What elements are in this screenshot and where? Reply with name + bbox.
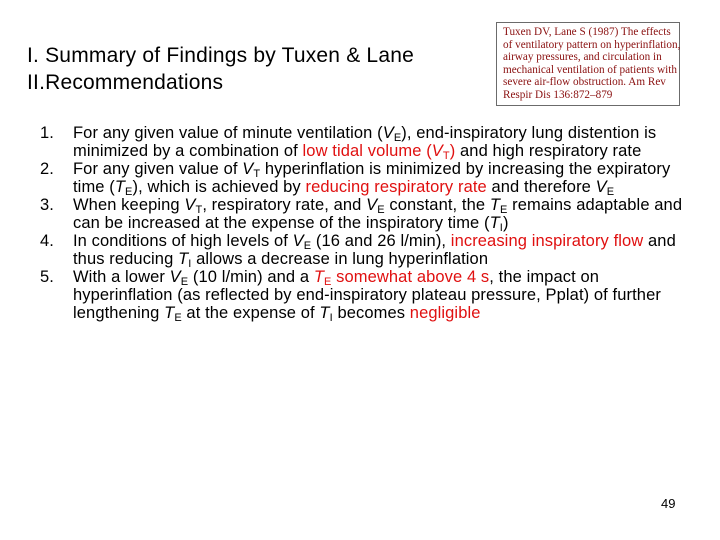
finding-text: [73, 124, 656, 160]
subscript-text: T: [253, 168, 261, 180]
highlighted-text: V: [431, 142, 443, 160]
finding-text-segment: remains adaptable and can be increased at the expense of the inspiratory time (: [73, 196, 683, 232]
subscript-text: E: [125, 186, 133, 198]
finding-number: 5.: [40, 268, 54, 286]
highlighted-text: somewhat above 4 s: [331, 268, 490, 286]
citation-line: airway pressures, and circulation in: [503, 51, 662, 64]
highlighted-text: E: [324, 276, 332, 288]
finding-text-segment: V: [292, 232, 304, 250]
citation-image: [496, 22, 680, 106]
highlighted-text: T: [442, 150, 450, 162]
heading-line-recommendations: II.Recommendations: [27, 71, 224, 94]
highlighted-text: ): [449, 142, 456, 160]
subscript-text: E: [377, 204, 385, 216]
finding-text-segment: V: [169, 268, 181, 286]
finding-item: [40, 124, 690, 160]
finding-text-segment: For any given value of minute ventilation (: [73, 124, 383, 142]
findings-list: [40, 124, 690, 322]
heading-line-summary: I. Summary of Findings by Tuxen & Lane: [27, 44, 414, 67]
finding-item: [40, 160, 690, 196]
citation-line: Respir Dis 136:872–879: [503, 88, 613, 101]
finding-text-segment: V: [595, 178, 607, 196]
finding-text-segment: becomes: [332, 304, 410, 322]
finding-text-segment: T: [319, 304, 330, 322]
finding-item: [40, 268, 690, 322]
subscript-text: E: [180, 276, 189, 288]
finding-text-segment: When keeping: [73, 196, 185, 214]
subscript-text: E: [393, 132, 402, 144]
finding-text-segment: constant, the: [384, 196, 490, 214]
slide-heading: [27, 42, 414, 96]
finding-text: [73, 268, 661, 322]
finding-text-segment: V: [366, 196, 378, 214]
finding-number: 2.: [40, 160, 54, 178]
finding-item: [40, 232, 690, 268]
highlighted-text: negligible: [409, 304, 481, 322]
subscript-text: E: [606, 186, 615, 198]
citation-line: mechanical ventilation of patients with: [503, 63, 677, 76]
highlighted-text: T: [313, 268, 325, 286]
finding-text-segment: and thus reducing: [73, 232, 676, 268]
subscript-text: E: [500, 204, 508, 216]
finding-text-segment: With a lower: [73, 268, 170, 286]
highlighted-text: increasing inspiratory flow: [450, 232, 644, 250]
finding-text-segment: T: [164, 304, 175, 322]
finding-number: 1.: [40, 124, 54, 142]
finding-text: [73, 160, 670, 196]
finding-text-segment: ), end-inspiratory lung distention is minimized by a combination of: [73, 124, 657, 160]
finding-text: [73, 196, 682, 232]
highlighted-text: reducing respiratory rate: [305, 178, 487, 196]
citation-line: of ventilatory pattern on hyperinflation,: [503, 38, 681, 51]
citation-line: Tuxen DV, Lane S (1987) The effects: [503, 26, 671, 38]
subscript-text: I: [499, 222, 503, 234]
finding-text-segment: T: [489, 196, 501, 214]
subscript-text: E: [174, 312, 182, 324]
finding-text: [73, 232, 676, 268]
subscript-text: E: [303, 240, 312, 252]
finding-text-segment: V: [184, 196, 196, 214]
finding-text-segment: , respiratory rate, and: [202, 196, 367, 214]
finding-text-segment: allows a decrease in lung hyperinflation: [191, 250, 489, 268]
finding-item: [40, 196, 690, 232]
finding-text-segment: ): [502, 214, 509, 232]
finding-text-segment: T: [489, 214, 500, 232]
finding-text-segment: and high respiratory rate: [455, 142, 642, 160]
finding-number: 4.: [40, 232, 54, 250]
subscript-text: I: [188, 258, 192, 270]
subscript-text: T: [195, 204, 203, 216]
citation-line: severe air-flow obstruction. Am Rev: [503, 76, 666, 89]
finding-text-segment: V: [242, 160, 254, 178]
finding-text-segment: ), which is achieved by: [132, 178, 306, 196]
finding-text-segment: hyperinflation is minimized by increasing the expiratory time (: [73, 160, 671, 196]
finding-text-segment: In conditions of high levels of: [73, 232, 293, 250]
finding-number: 3.: [40, 196, 54, 214]
subscript-text: I: [329, 312, 333, 324]
highlighted-text: low tidal volume (: [302, 142, 432, 160]
finding-text-segment: and therefore: [486, 178, 596, 196]
finding-text-segment: (16 and 26 l/min),: [311, 232, 451, 250]
finding-text-segment: , the impact on hyperinflation (as reflected by end-inspiratory plateau pressure, Pplat) of further lengthening: [73, 268, 661, 322]
finding-text-segment: T: [178, 250, 189, 268]
finding-text-segment: For any given value of: [73, 160, 243, 178]
page-number: 49: [661, 496, 676, 511]
finding-text-segment: T: [114, 178, 126, 196]
finding-text-segment: at the expense of: [181, 304, 320, 322]
finding-text-segment: (10 l/min) and a: [188, 268, 314, 286]
finding-text-segment: V: [382, 124, 394, 142]
